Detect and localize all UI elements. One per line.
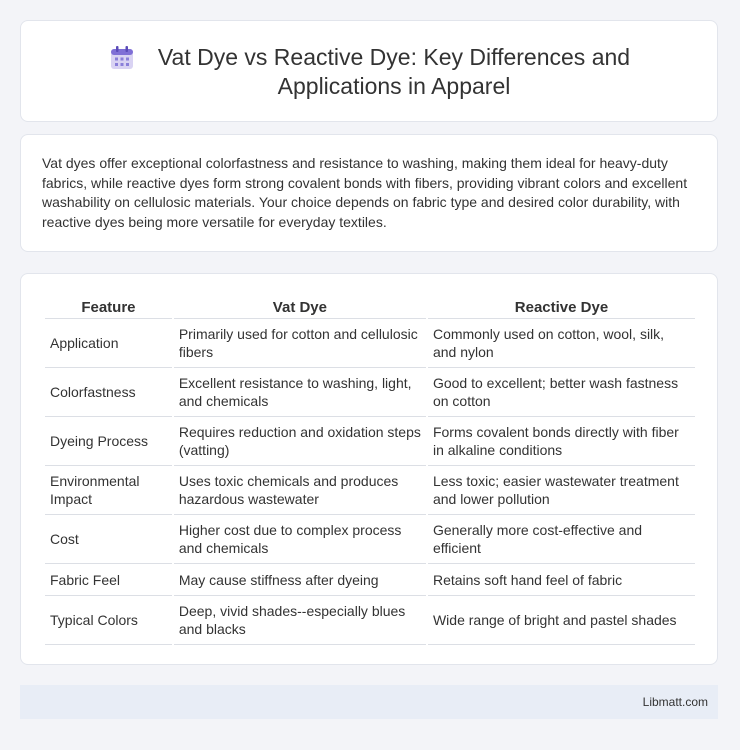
header-reactive-dye: Reactive Dye: [428, 296, 695, 319]
reactive-dye-cell: Good to excellent; better wash fastness on cotton: [428, 368, 695, 417]
reactive-dye-cell: Forms covalent bonds directly with fiber in alkaline conditions: [428, 417, 695, 466]
vat-dye-cell: May cause stiffness after dyeing: [174, 564, 426, 596]
reactive-dye-cell: Commonly used on cotton, wool, silk, and nylon: [428, 319, 695, 368]
header-feature: Feature: [45, 296, 172, 319]
feature-cell: Cost: [45, 515, 172, 564]
vat-dye-cell: Primarily used for cotton and cellulosic fibers: [174, 319, 426, 368]
feature-cell: Environmental Impact: [45, 466, 172, 515]
comparison-table: [43, 296, 697, 645]
table-row: [45, 596, 695, 645]
feature-cell: Fabric Feel: [45, 564, 172, 596]
reactive-dye-cell: Wide range of bright and pastel shades: [428, 596, 695, 645]
intro-text: Vat dyes offer exceptional colorfastness and resistance to washing, making them ideal for heavy-duty fabrics, while reactive dyes form strong covalent bonds with fibers, providing vibrant colors and excellent washability on cellulosic materials. Your choice depends on fabric type and desired color durability, with reactive dyes being more versatile for everyday textiles.: [42, 155, 688, 230]
table-row: [45, 368, 695, 417]
vat-dye-cell: Uses toxic chemicals and produces hazardous wastewater: [174, 466, 426, 515]
vat-dye-cell: Requires reduction and oxidation steps (vatting): [174, 417, 426, 466]
feature-cell: Typical Colors: [45, 596, 172, 645]
table-header-row: [45, 296, 695, 319]
vat-dye-cell: Deep, vivid shades--especially blues and blacks: [174, 596, 426, 645]
footer: [20, 685, 718, 719]
vat-dye-cell: Higher cost due to complex process and chemicals: [174, 515, 426, 564]
footer-site: Libmatt.com: [642, 695, 708, 709]
reactive-dye-cell: Less toxic; easier wastewater treatment and lower pollution: [428, 466, 695, 515]
table-row: [45, 515, 695, 564]
header-vat-dye: Vat Dye: [174, 296, 426, 319]
reactive-dye-cell: Retains soft hand feel of fabric: [428, 564, 695, 596]
intro-card: [20, 134, 718, 252]
feature-cell: Colorfastness: [45, 368, 172, 417]
table-row: [45, 466, 695, 515]
comparison-card: [20, 273, 718, 665]
feature-cell: Dyeing Process: [45, 417, 172, 466]
vat-dye-cell: Excellent resistance to washing, light, and chemicals: [174, 368, 426, 417]
table-row: [45, 564, 695, 596]
page-title: Vat Dye vs Reactive Dye: Key Differences and Applications in Apparel: [157, 44, 631, 99]
title-card: [20, 20, 718, 122]
table-row: [45, 417, 695, 466]
table-row: [45, 319, 695, 368]
feature-cell: Application: [45, 319, 172, 368]
reactive-dye-cell: Generally more cost-effective and efficient: [428, 515, 695, 564]
